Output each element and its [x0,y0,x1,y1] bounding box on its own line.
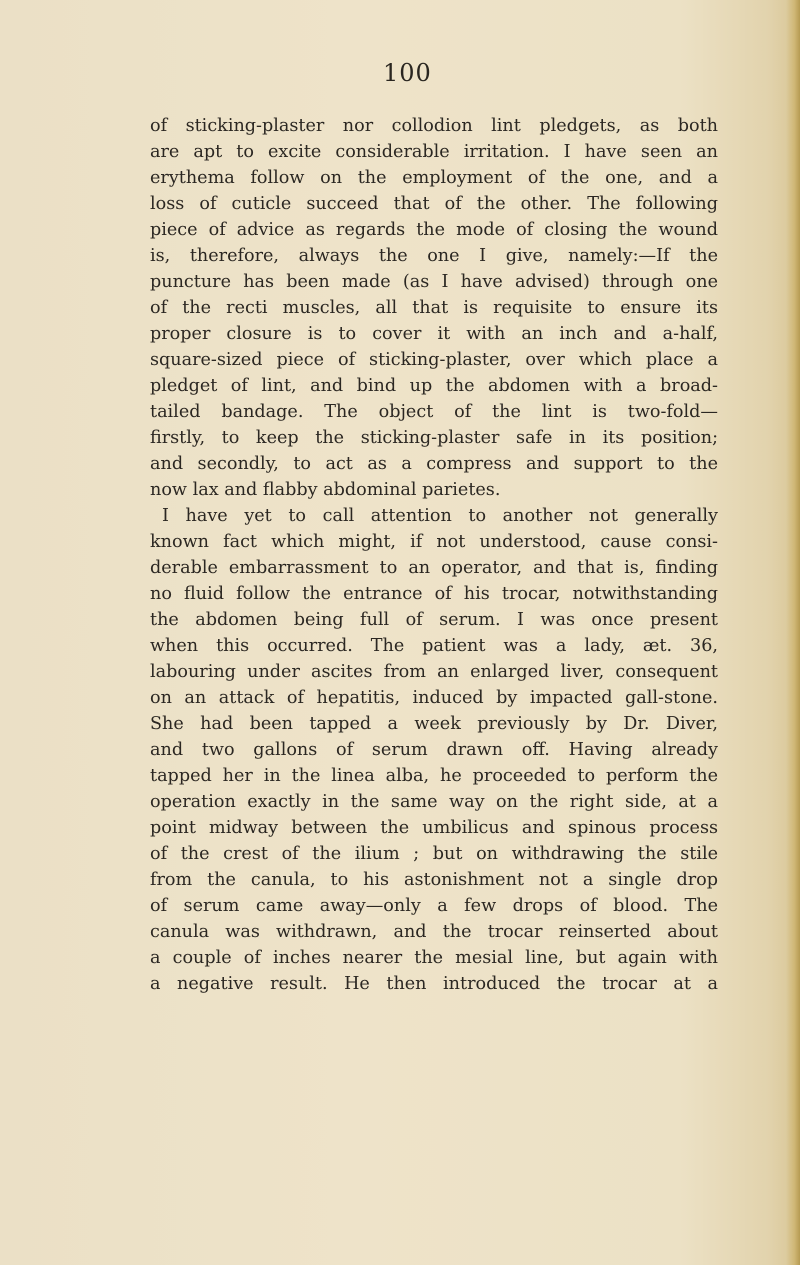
text-line: square-sized piece of sticking-plaster, over which place a [150,350,718,370]
text-line: and two gallons of serum drawn off. Having already [150,740,718,760]
text-line: now lax and flabby abdominal parietes. [150,480,501,500]
text-line: proper closure is to cover it with an inch and a-half, [150,324,718,344]
text-line: firstly, to keep the sticking-plaster safe in its position; [150,428,718,448]
text-line: point midway between the umbilicus and spinous process [150,818,718,838]
text-line: derable embarrassment to an operator, and that is, finding [150,558,718,578]
text-line: of serum came away—only a few drops of blood. The [150,896,718,916]
body-text [150,113,718,997]
text-line: piece of advice as regards the mode of closing the wound [150,220,718,240]
text-line: of the recti muscles, all that is requisite to ensure its [150,298,718,318]
text-line: I have yet to call attention to another not generally [162,506,718,526]
text-line: erythema follow on the employment of the one, and a [150,168,718,188]
text-line: a couple of inches nearer the mesial line, but again with [150,948,718,968]
text-line: pledget of lint, and bind up the abdomen with a broad- [150,376,718,396]
text-line: puncture has been made (as I have advised) through one [150,272,718,292]
text-line: tailed bandage. The object of the lint is two-fold— [150,402,718,422]
text-line: labouring under ascites from an enlarged liver, consequent [150,662,718,682]
text-line: canula was withdrawn, and the trocar reinserted about [150,922,718,942]
page-number: 100 [383,59,432,87]
text-line: no fluid follow the entrance of his trocar, notwithstanding [150,584,718,604]
text-line: of the crest of the ilium ; but on withdrawing the stile [150,844,718,864]
text-line: She had been tapped a week previously by Dr. Diver, [150,714,718,734]
text-line: is, therefore, always the one I give, namely:—If the [150,246,718,266]
text-line: tapped her in the linea alba, he proceeded to perform the [150,766,718,786]
text-line: known fact which might, if not understood, cause consi- [150,532,718,552]
text-line: loss of cuticle succeed that of the other. The following [150,194,718,214]
text-line: a negative result. He then introduced the trocar at a [150,974,718,994]
text-line: the abdomen being full of serum. I was once present [150,610,718,630]
text-line: from the canula, to his astonishment not a single drop [150,870,718,890]
text-line: operation exactly in the same way on the right side, at a [150,792,718,812]
text-line: and secondly, to act as a compress and support to the [150,454,718,474]
text-line: on an attack of hepatitis, induced by impacted gall-stone. [150,688,718,708]
text-line: are apt to excite considerable irritation. I have seen an [150,142,718,162]
text-line: when this occurred. The patient was a lady, æt. 36, [150,636,718,656]
text-line: of sticking-plaster nor collodion lint pledgets, as both [150,116,718,136]
page-edge-shading [786,0,800,1265]
